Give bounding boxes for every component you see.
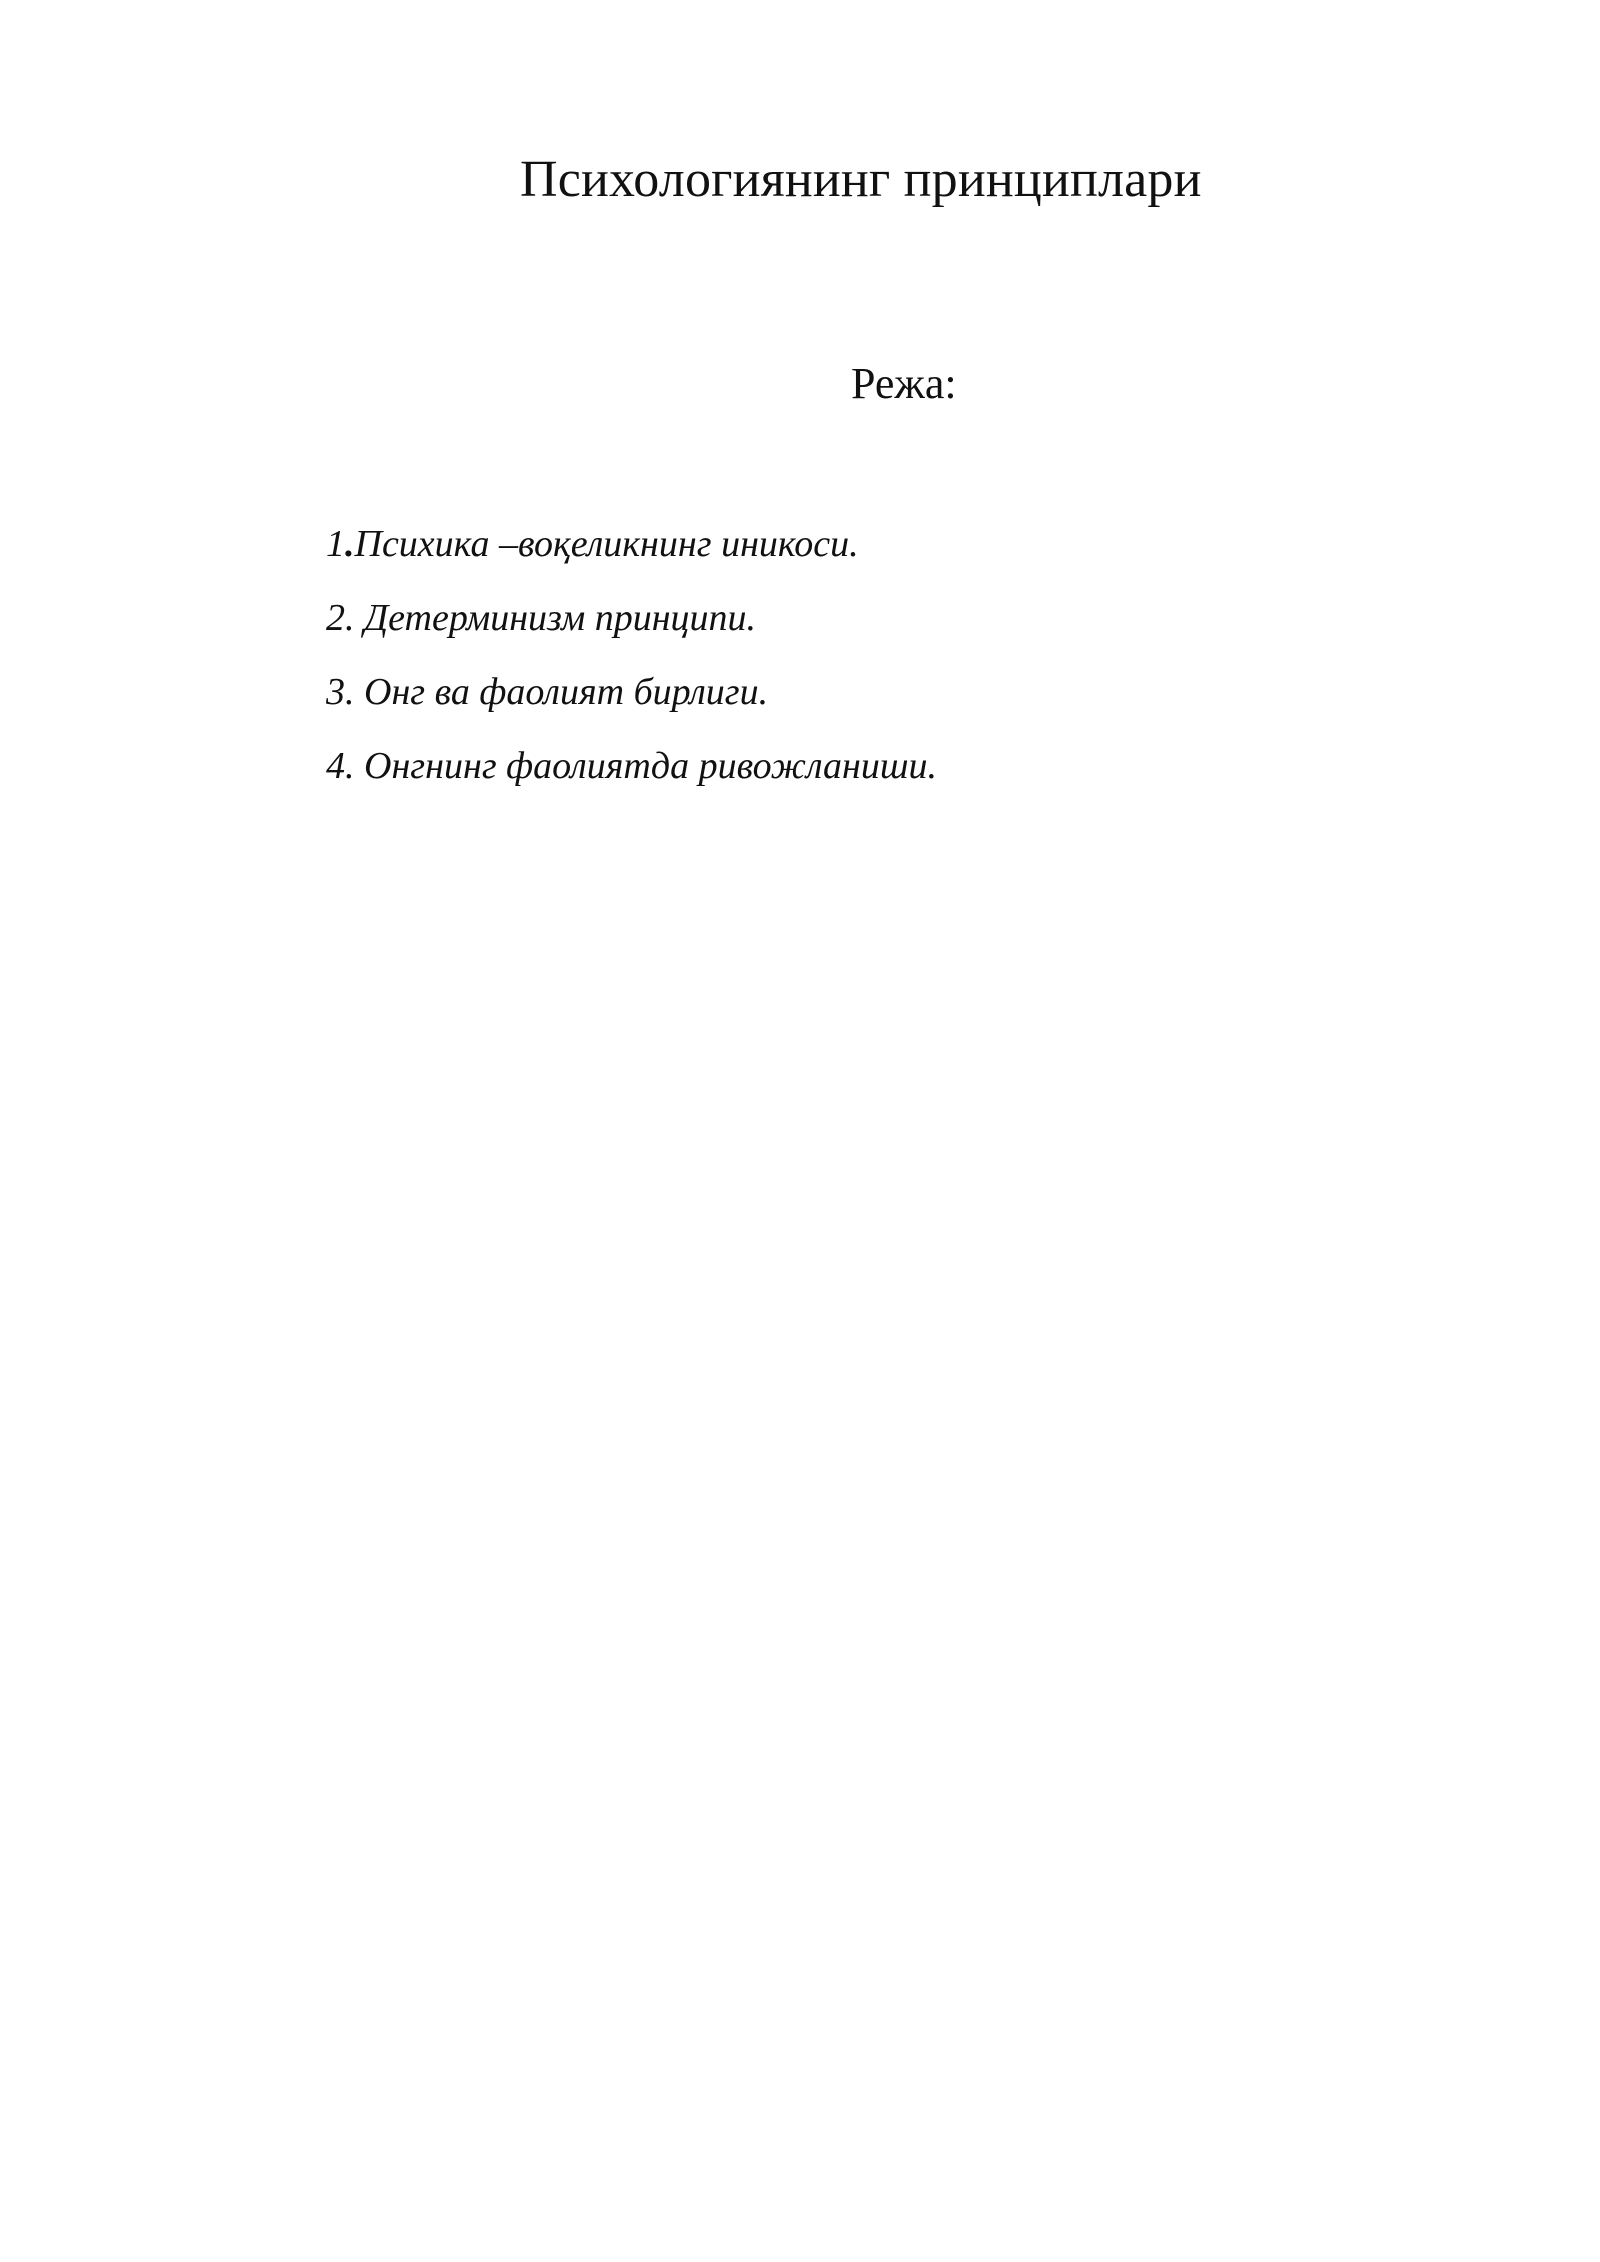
plan-item-number: 2. [326,597,355,639]
plan-item-number: 3. [326,671,355,713]
plan-item-separator [355,671,365,713]
plan-item-text: Психика –воқеликнинг иникоси. [354,523,859,565]
plan-heading: Режа: [851,359,957,408]
plan-item-text: Детерминизм принципи. [364,597,757,639]
plan-item-text: Онгнинг фаолиятда ривожланиши. [364,745,938,787]
plan-item [326,670,937,744]
plan-item-separator [355,597,365,639]
plan-item-separator [355,745,365,787]
plan-item-number: 4. [326,745,355,787]
plan-item [326,596,937,670]
plan-list [326,522,937,818]
plan-item-number: 1 [326,523,345,565]
plan-item [326,522,937,596]
plan-item-text: Онг ва фаолият бирлиги. [364,671,769,713]
plan-item [326,744,937,818]
plan-item-separator: . [345,523,355,565]
document-title: Психологиянинг принциплари [520,151,1202,208]
